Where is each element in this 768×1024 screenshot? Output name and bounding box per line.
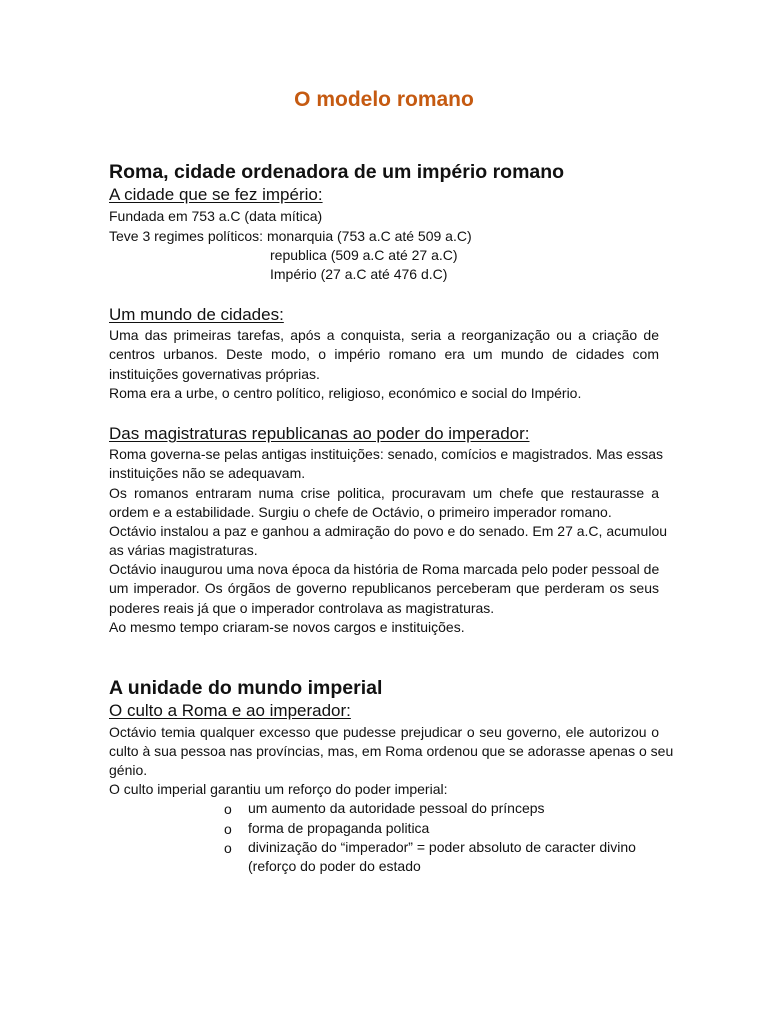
paragraph-line: génio.	[109, 762, 148, 778]
paragraph-line: Roma governa-se pelas antigas instituições: senado, comícios e magistrados. Mas essas	[109, 446, 664, 462]
text-line: Fundada em 753 a.C (data mítica)	[109, 208, 323, 224]
section-heading: Roma, cidade ordenadora de um império romano	[109, 161, 565, 183]
bullet-item: forma de propaganda politica	[248, 820, 430, 836]
section-heading: A unidade do mundo imperial	[109, 677, 383, 699]
text-line: Teve 3 regimes políticos: monarquia (753 a.C até 509 a.C)	[109, 228, 472, 244]
paragraph-line: as várias magistraturas.	[109, 542, 258, 558]
paragraph-line: Octávio temia qualquer excesso que pudesse prejudicar o seu governo, ele autorizou o	[109, 724, 659, 740]
paragraph-line: Os romanos entraram numa crise politica, procuravam um chefe que restaurasse a	[109, 485, 659, 501]
paragraph-line: centros urbanos. Deste modo, o império romano era um mundo de cidades com	[109, 346, 659, 362]
paragraph-line: Roma era a urbe, o centro político, religioso, económico e social do Império.	[109, 385, 582, 401]
bullet-marker: o	[224, 840, 232, 856]
bullet-marker: o	[224, 801, 232, 817]
bullet-item: um aumento da autoridade pessoal do prínceps	[248, 800, 545, 816]
paragraph-line: O culto imperial garantiu um reforço do poder imperial:	[109, 781, 448, 797]
text-line: Império (27 a.C até 476 d.C)	[270, 266, 448, 282]
subsection-heading: Das magistraturas republicanas ao poder do imperador:	[109, 424, 530, 443]
subsection-heading: O culto a Roma e ao imperador:	[109, 701, 351, 720]
page-title: O modelo romano	[294, 88, 474, 111]
paragraph-line: Octávio inaugurou uma nova época da história de Roma marcada pelo poder pessoal de	[109, 561, 660, 577]
bullet-item-continuation: (reforço do poder do estado	[248, 858, 421, 874]
bullet-marker: o	[224, 821, 232, 837]
paragraph-line: instituições não se adequavam.	[109, 465, 306, 481]
paragraph-line: um imperador. Os órgãos de governo republicanos perceberam que perderam os seus	[109, 580, 659, 596]
paragraph-line: Octávio instalou a paz e ganhou a admiração do povo e do senado. Em 27 a.C, acumulou	[109, 523, 668, 539]
subsection-heading: Um mundo de cidades:	[109, 305, 284, 324]
paragraph-line: culto à sua pessoa nas províncias, mas, em Roma ordenou que se adorasse apenas o seu	[109, 743, 674, 759]
subsection-heading: A cidade que se fez império:	[109, 185, 323, 204]
paragraph-line: ordem e a estabilidade. Surgiu o chefe de Octávio, o primeiro imperador romano.	[109, 504, 612, 520]
text-line: republica (509 a.C até 27 a.C)	[270, 247, 458, 263]
paragraph-line: Ao mesmo tempo criaram-se novos cargos e instituições.	[109, 619, 465, 635]
paragraph-line: poderes reais já que o imperador controlava as magistraturas.	[109, 600, 495, 616]
bullet-item: divinização do “imperador” = poder absoluto de caracter divino	[248, 839, 636, 855]
paragraph-line: Uma das primeiras tarefas, após a conquista, seria a reorganização ou a criação de	[109, 327, 659, 343]
paragraph-line: instituições governativas próprias.	[109, 366, 320, 382]
